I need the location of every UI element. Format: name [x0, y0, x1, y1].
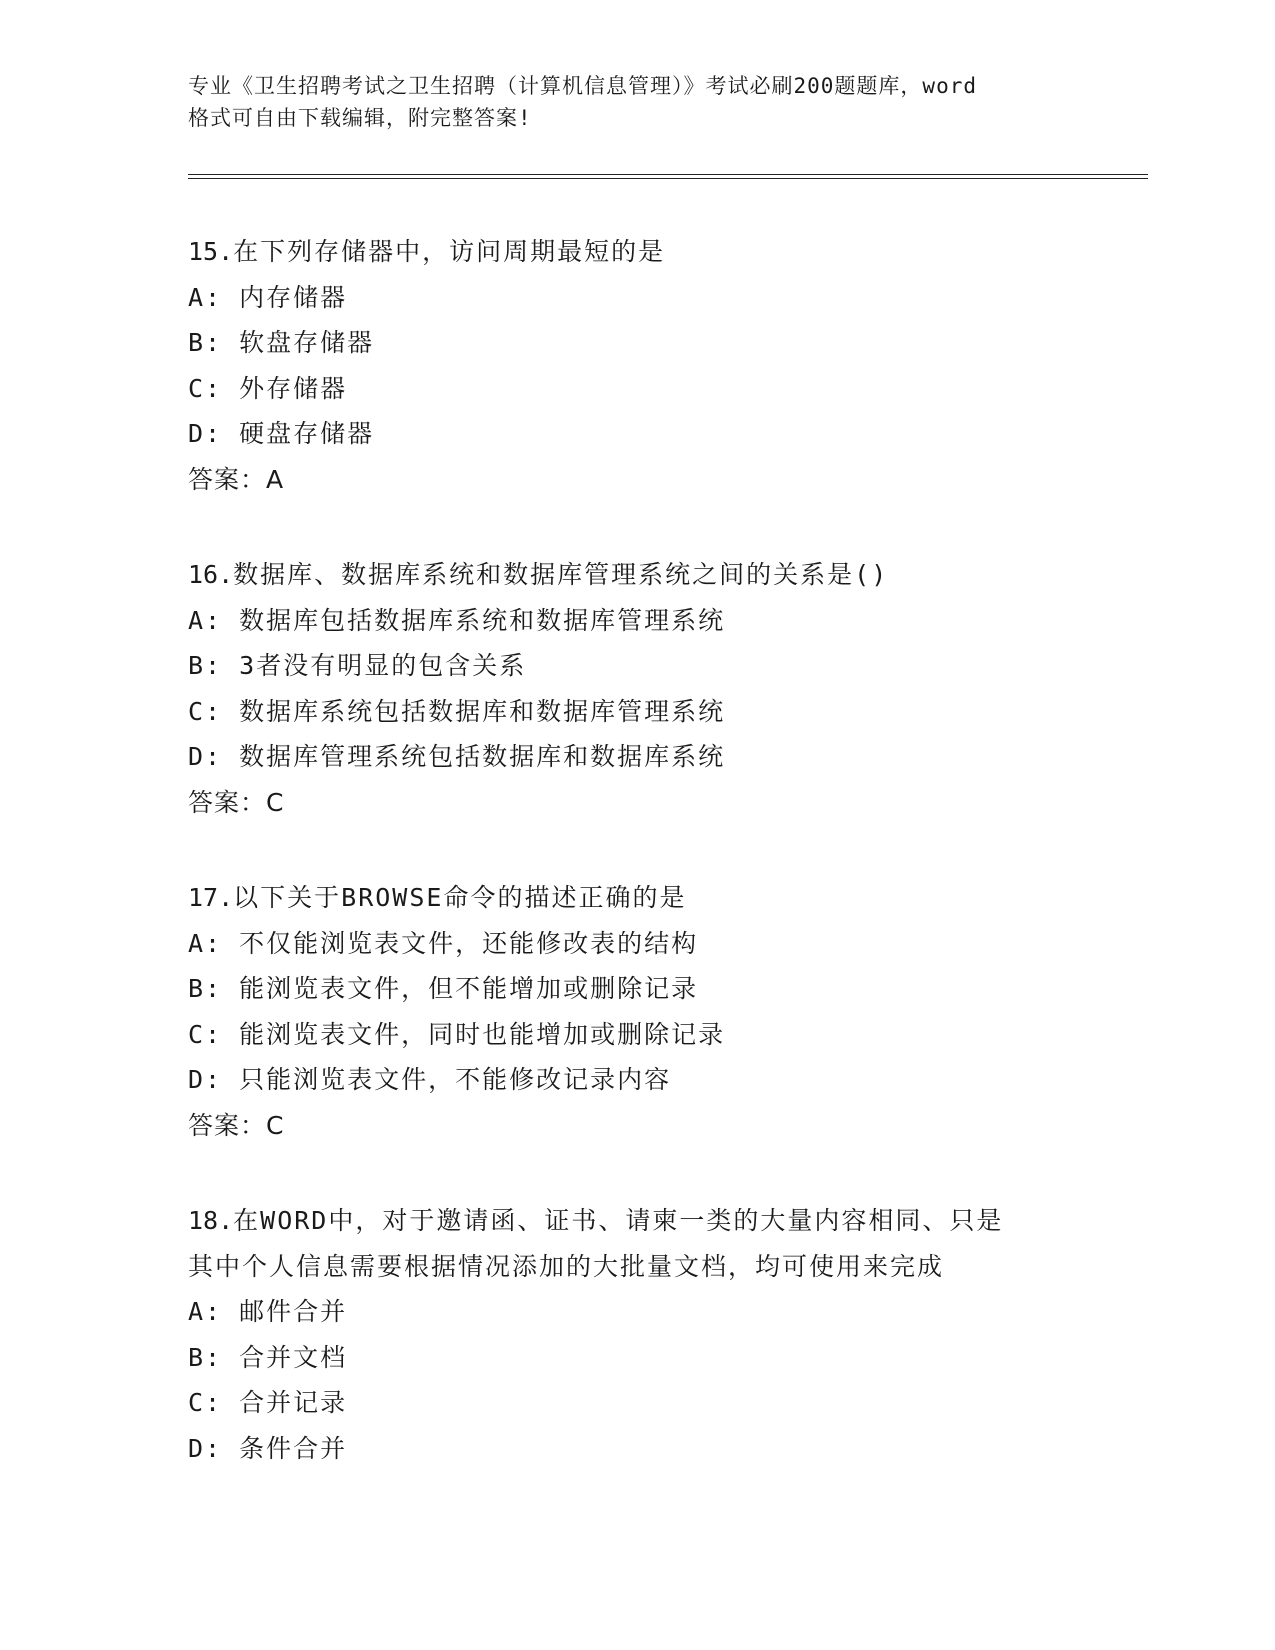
question-15	[188, 229, 1148, 502]
answer: 答案：A	[188, 464, 285, 494]
option-c: C: 数据库系统包括数据库和数据库管理系统	[188, 696, 726, 726]
option-b: B: 能浏览表文件，但不能增加或删除记录	[188, 974, 699, 1003]
option-a: A: 内存储器	[188, 282, 348, 312]
question-stem	[188, 552, 1148, 598]
option-b: B: 软盘存储器	[188, 328, 375, 357]
question-text-line-1: 在WORD中，对于邀请函、证书、请柬一类的大量内容相同、只是	[233, 1206, 1004, 1235]
question-text: 数据库、数据库系统和数据库管理系统之间的关系是()	[233, 560, 889, 589]
option-d: D: 数据库管理系统包括数据库和数据库系统	[188, 742, 726, 771]
question-stem	[188, 229, 1148, 275]
header-divider	[188, 174, 1148, 179]
question-stem	[188, 1198, 1148, 1244]
option-c: C: 合并记录	[188, 1388, 348, 1417]
question-text: 以下关于BROWSE命令的描述正确的是	[233, 883, 687, 912]
answer: 答案：C	[188, 1110, 285, 1140]
question-text-line-2: 其中个人信息需要根据情况添加的大批量文档，均可使用来完成	[188, 1251, 945, 1281]
question-17	[188, 875, 1148, 1148]
option-c: C: 能浏览表文件，同时也能增加或删除记录	[188, 1019, 726, 1049]
option-d: D: 只能浏览表文件，不能修改记录内容	[188, 1065, 672, 1094]
question-stem	[188, 875, 1148, 921]
header-line-2: 格式可自由下载编辑，附完整答案!	[188, 106, 532, 130]
question-16	[188, 552, 1148, 825]
option-a: A: 数据库包括数据库系统和数据库管理系统	[188, 605, 726, 635]
option-c: C: 外存储器	[188, 373, 348, 403]
question-text: 在下列存储器中，访问周期最短的是	[233, 237, 666, 266]
option-b: B: 合并文档	[188, 1342, 348, 1372]
option-a: A: 不仅能浏览表文件，还能修改表的结构	[188, 928, 699, 958]
question-number: 15.	[188, 237, 234, 266]
option-d: D: 条件合并	[188, 1433, 348, 1463]
header-line-1: 专业《卫生招聘考试之卫生招聘（计算机信息管理）》考试必刷200题题库，word	[188, 74, 977, 98]
document-page	[188, 70, 1148, 1471]
document-header	[188, 70, 1148, 134]
answer: 答案：C	[188, 787, 285, 817]
option-d: D: 硬盘存储器	[188, 419, 375, 448]
question-number: 18.	[188, 1206, 234, 1235]
option-a: A: 邮件合并	[188, 1297, 348, 1326]
question-number: 17.	[188, 883, 234, 912]
question-number: 16.	[188, 560, 234, 589]
question-18	[188, 1198, 1148, 1471]
option-b: B: 3者没有明显的包含关系	[188, 651, 527, 680]
